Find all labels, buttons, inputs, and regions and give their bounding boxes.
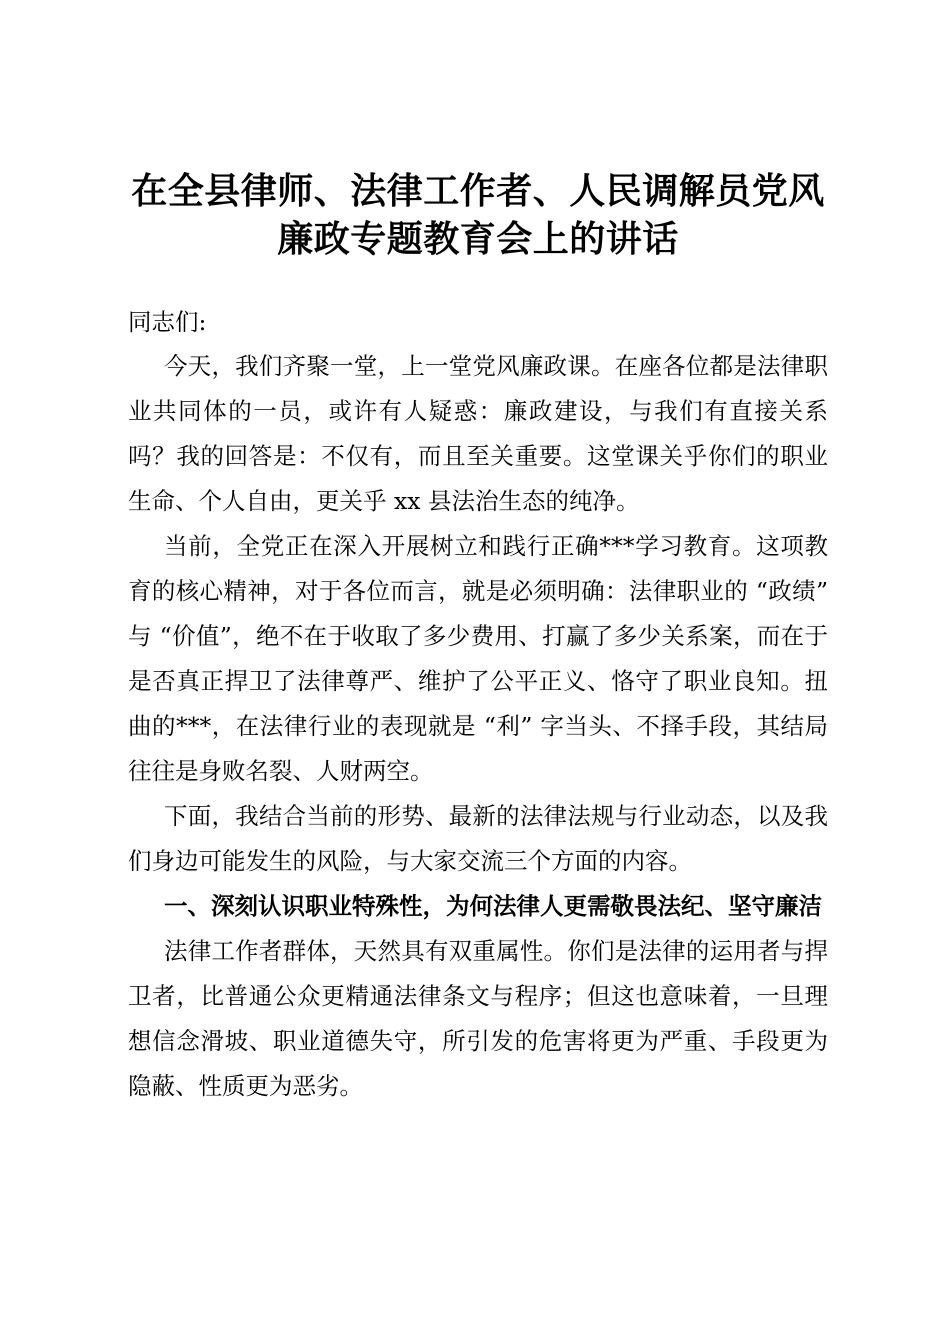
document-page: [128, 168, 828, 1109]
title-line-1: 在全县律师、法律工作者、人民调解员党风: [131, 171, 825, 212]
section-heading-1: 一、深刻认识职业特殊性，为何法律人更需敬畏法纪、坚守廉洁: [164, 892, 822, 920]
salutation: 同志们:: [128, 308, 207, 336]
paragraph-education: 当前，全党正在深入开展树立和践行正确***学习教育。这项教育的核心精神，对于各位而言，就是必须明确：法律职业的 “政绩” 与 “价值”，绝不在于收取了多少费用、打赢了多少关系案，而在于是否真正捍卫了法律尊严、维护了公平正义、恪守了职业良知。扭曲的***，在法律行业的表现就是 “利” 字当头、不择手段，其结局往往是身败名裂、人财两空。: [128, 532, 828, 785]
title-line-2: 廉政专题教育会上的讲话: [277, 219, 679, 260]
document-title: [128, 168, 828, 264]
paragraph-outline: 下面，我结合当前的形势、最新的法律法规与行业动态，以及我们身边可能发生的风险，与大家交流三个方面的内容。: [128, 802, 828, 875]
section-1-paragraph: 法律工作者群体，天然具有双重属性。你们是法律的运用者与捍卫者，比普通公众更精通法律条文与程序；但这也意味着，一旦理想信念滑坡、职业道德失守，所引发的危害将更为严重、手段更为隐蔽、性质更为恶劣。: [128, 937, 828, 1100]
paragraph-intro: 今天，我们齐聚一堂，上一堂党风廉政课。在座各位都是法律职业共同体的一员，或许有人疑惑：廉政建设，与我们有直接关系吗？我的回答是：不仅有，而且至关重要。这堂课关乎你们的职业生命、个人自由，更关乎 xx 县法治生态的纯净。: [128, 352, 828, 515]
